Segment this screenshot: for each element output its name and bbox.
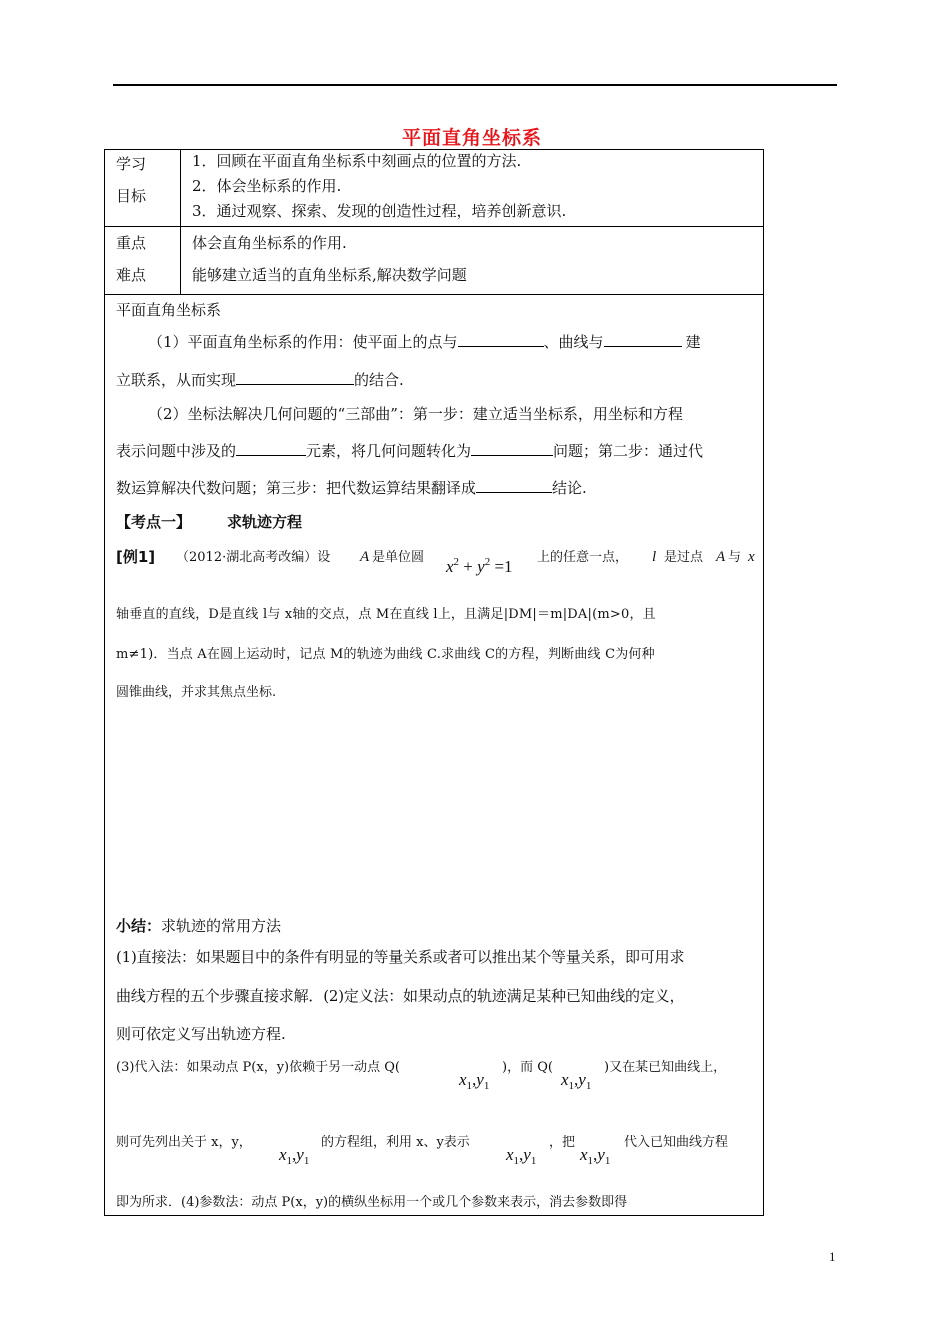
summary-line-5c: ，把 [549, 1135, 576, 1150]
blank-2 [604, 332, 682, 347]
example-point-a: A [360, 549, 370, 565]
table-border-right [763, 149, 764, 1216]
summary-line-2: 曲线方程的五个步骤直接求解．(2)定义法：如果动点的轨迹满足某种已知曲线的定义， [116, 987, 685, 1005]
page-title: 平面直角坐标系 [402, 127, 543, 149]
summary-heading [116, 916, 281, 936]
example-label: [例1] [116, 548, 156, 566]
example-line-l: l [652, 549, 657, 565]
example-unit-circle: 是单位圆 [372, 550, 425, 565]
paragraph-2-line-3 [116, 478, 587, 498]
page-number: 1 [829, 1249, 836, 1264]
summary-line-3: 则可依定义写出轨迹方程. [116, 1025, 286, 1043]
table-border-row2 [104, 294, 764, 295]
blank-3 [236, 370, 354, 385]
p1-text-c: 建 [685, 333, 701, 351]
blank-1 [458, 332, 544, 347]
kaodian-label: 【考点一】 [116, 513, 192, 531]
example-with: 与 [728, 550, 742, 565]
paragraph-2-line-1: （2）坐标法解决几何问题的“三部曲”：第一步：建立适当坐标系，用坐标和方程 [148, 405, 683, 423]
example-line-2: 轴垂直的直线，D是直线 l与 x轴的交点，点 M在直线 l上，且满足|DM|＝m|DA|(m>0，且 [116, 607, 656, 622]
x1y1-expr-3: $x_1,y_1$ [279, 1145, 310, 1167]
p1-text-d: 立联系，从而实现 [116, 371, 237, 389]
table-col-divider [180, 149, 181, 295]
p2-text-f: 结论. [552, 479, 587, 497]
summary-line-5a: 则可先列出关于 x，y， [116, 1135, 252, 1150]
summary-line-4b: )，而 Q( [502, 1060, 553, 1075]
goals-label-1: 学习 [116, 155, 147, 173]
x1y1-expr-1: $x_1,y_1$ [459, 1070, 490, 1092]
example-line-4: 圆锥曲线，并求其焦点坐标. [116, 685, 277, 700]
goal-item-2: 2．体会坐标系的作用. [192, 177, 342, 195]
section-title: 平面直角坐标系 [116, 301, 222, 319]
blank-4 [236, 441, 306, 456]
example-any-point: 上的任意一点， [537, 550, 629, 565]
paragraph-1-line-1 [148, 332, 701, 352]
x1y1-expr-4: $x_1,y_1$ [506, 1145, 537, 1167]
key-label-1: 重点 [116, 234, 147, 252]
p1-text-a: （1）平面直角坐标系的作用：使平面上的点与 [148, 333, 458, 351]
p2-text-d: 问题；第二步：通过代 [553, 442, 704, 460]
example-x: x [748, 549, 755, 565]
blank-5 [471, 441, 553, 456]
goal-item-3: 3．通过观察、探索、发现的创造性过程，培养创新意识. [192, 202, 567, 220]
goal-item-1: 1．回顾在平面直角坐标系中刻画点的位置的方法. [192, 152, 522, 170]
summary-line-5d: 代入已知曲线方程 [624, 1135, 729, 1150]
summary-line-1: (1)直接法：如果题目中的条件有明显的等量关系或者可以推出某个等量关系，即可用求 [116, 948, 685, 966]
key-difficulty: 能够建立适当的直角坐标系,解决数学问题 [192, 266, 467, 284]
summary-label: 小结： [116, 917, 162, 935]
example-passes: 是过点 [664, 550, 704, 565]
x1y1-expr-2: $x_1,y_1$ [561, 1070, 592, 1092]
key-point: 体会直角坐标系的作用. [192, 234, 347, 252]
paragraph-1-line-2 [116, 370, 404, 390]
p2-text-e: 数运算解决代数问题；第三步：把代数运算结果翻译成 [116, 479, 477, 497]
table-border-row1 [104, 226, 764, 227]
p2-text-b: 表示问题中涉及的 [116, 442, 237, 460]
kaodian-title: 求轨迹方程 [227, 513, 303, 531]
summary-title: 求轨迹的常用方法 [161, 917, 282, 935]
example-point-a2: A [716, 549, 726, 565]
blank-6 [476, 478, 552, 493]
summary-line-4a: (3)代入法：如果动点 P(x，y)依赖于另一动点 Q( [116, 1060, 400, 1075]
table-border-bottom [104, 1215, 764, 1216]
p1-text-e: 的结合. [354, 371, 404, 389]
summary-line-4c: )又在某已知曲线上， [604, 1060, 727, 1075]
circle-equation: $x^2 + y^2 =1$ [446, 556, 513, 576]
summary-line-6: 即为所求．(4)参数法：动点 P(x，y)的横纵坐标用一个或几个参数来表示，消去参数即得 [116, 1195, 628, 1210]
paragraph-2-line-2 [116, 441, 703, 461]
key-label-2: 难点 [116, 266, 147, 284]
p2-text-c: 元素，将几何问题转化为 [306, 442, 472, 460]
goals-label-2: 目标 [116, 187, 147, 205]
p1-text-b: 、曲线与 [543, 333, 604, 351]
example-source: （2012·湖北高考改编）设 [176, 550, 331, 565]
x1y1-expr-5: $x_1,y_1$ [580, 1145, 611, 1167]
summary-line-5b: 的方程组，利用 x、y表示 [321, 1135, 470, 1150]
example-line-3: m≠1)．当点 A在圆上运动时，记点 M的轨迹为曲线 C.求曲线 C的方程，判断曲线 C为何种 [116, 647, 655, 662]
header-rule [113, 84, 837, 86]
table-border-left [104, 149, 105, 1216]
table-border-top [104, 149, 764, 150]
